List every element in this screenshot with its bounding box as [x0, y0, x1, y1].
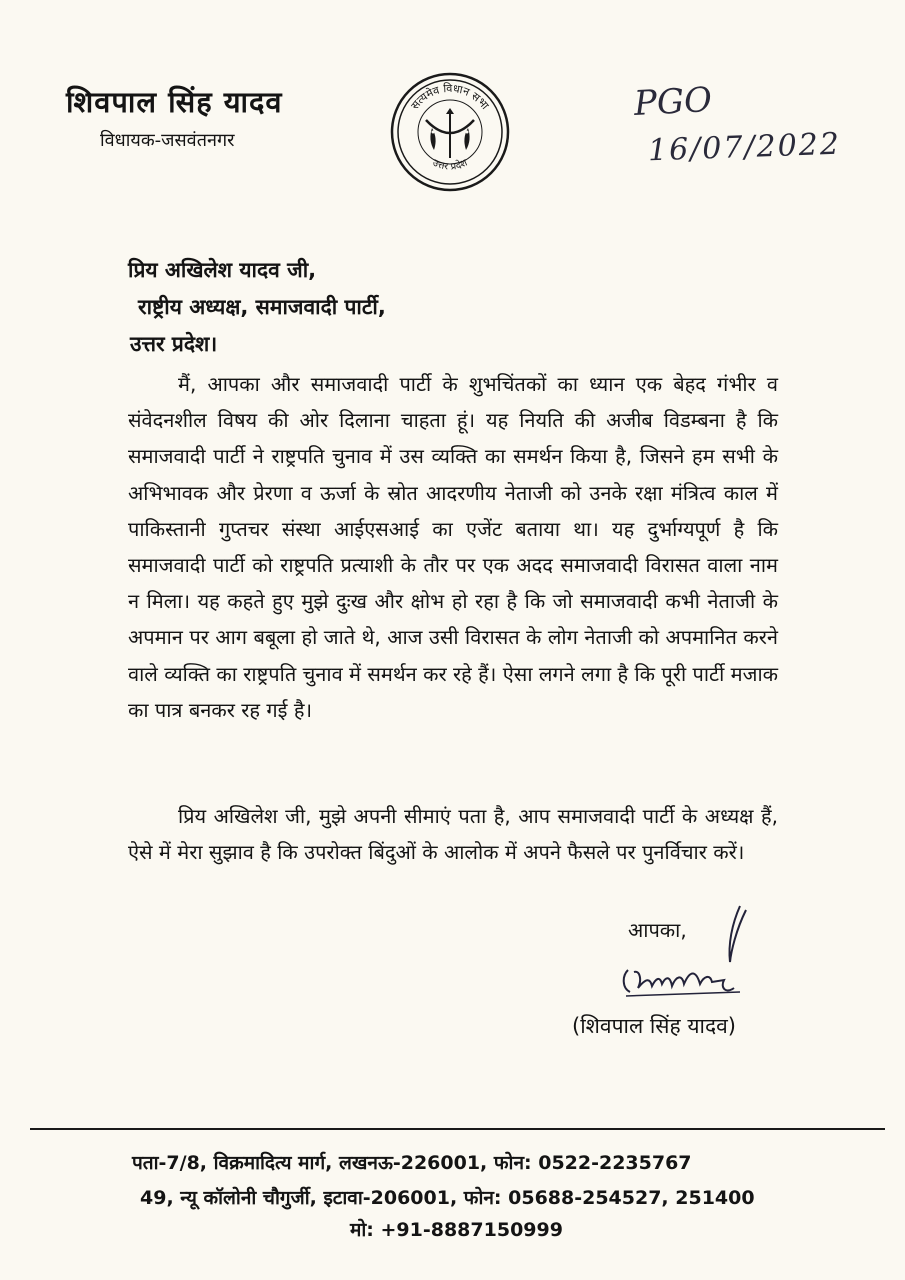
addressee-line-3: उत्तर प्रदेश।: [130, 332, 218, 356]
svg-text:सत्यमेव विधान सभा: [408, 82, 491, 112]
emblem-bottom-text: उत्तर प्रदेश: [430, 157, 470, 173]
addressee-line-1: प्रिय अखिलेश यादव जी,: [128, 258, 317, 282]
svg-text:उत्तर प्रदेश: [431, 158, 470, 173]
handwritten-ref: PGO: [633, 79, 713, 125]
body-paragraph-1: मैं, आपका और समाजवादी पार्टी के शुभचिंतकों का ध्यान एक बेहद गंभीर व संवेदनशील विषय की ओर दिलाना चाहता हूं। यह नियति की अजीब विडम्बना है कि समाजवादी पार्टी ने राष्ट्रपति चुनाव में उस व्यक्ति का समर्थन किया है, जिसने हम सभी के अभिभावक और प्रेरणा व ऊर्जा के स्रोत आदरणीय नेताजी को उनके रक्षा मंत्रित्व काल में पाकिस्तानी गुप्तचर संस्था आईएसआई का एजेंट बताया था। यह दुर्भाग्यपूर्ण है कि समाजवादी पार्टी को राष्ट्रपति प्रत्याशी के तौर पर एक अदद समाजवादी विरासत वाला नाम न मिला। यह कहते हुए मुझे दुःख और क्षोभ हो रहा है कि जो समाजवादी कभी नेताजी के अपमान पर आग बबूला हो जाते थे, आज उसी विरासत के लोग नेताजी को अपमानित करने वाले व्यक्ति का राष्ट्रपति चुनाव में समर्थन कर रहे हैं। ऐसा लगने लगा है कि पूरी पार्टी मजाक का पात्र बनकर रह गई है।: [128, 372, 778, 722]
footer-address-lucknow: पता-7/8, विक्रमादित्य मार्ग, लखनऊ-226001, फोन: 0522-2235767: [132, 1152, 692, 1174]
footer-mobile: मो: +91-8887150999: [350, 1219, 563, 1241]
addressee-line-2: राष्ट्रीय अध्यक्ष, समाजवादी पार्टी,: [138, 295, 386, 319]
emblem-top-text: सत्यमेव विधान सभा: [408, 81, 492, 112]
vidhan-sabha-emblem-icon: [388, 70, 512, 194]
body-paragraph-2: प्रिय अखिलेश जी, मुझे अपनी सीमाएं पता है, आप समाजवादी पार्टी के अध्यक्ष हैं, ऐसे में मेरा सुझाव है कि उपरोक्त बिंदुओं के आलोक में अपने फैसले पर पुनर्विचार करें।: [128, 804, 778, 865]
signature-icon: [600, 900, 760, 1010]
sender-designation: विधायक-जसवंतनगर: [100, 130, 235, 151]
footer-address-etawah: 49, न्यू कॉलोनी चौगुर्जी, इटावा-206001, फोन: 05688-254527, 251400: [140, 1187, 755, 1209]
signer-name: (शिवपाल सिंह यादव): [572, 1014, 736, 1038]
closing-salutation: आपका,: [628, 918, 687, 942]
footer-divider: [30, 1128, 885, 1130]
handwritten-date: 16/07/2022: [647, 126, 842, 169]
sender-name: शिवपाल सिंह यादव: [66, 85, 283, 119]
